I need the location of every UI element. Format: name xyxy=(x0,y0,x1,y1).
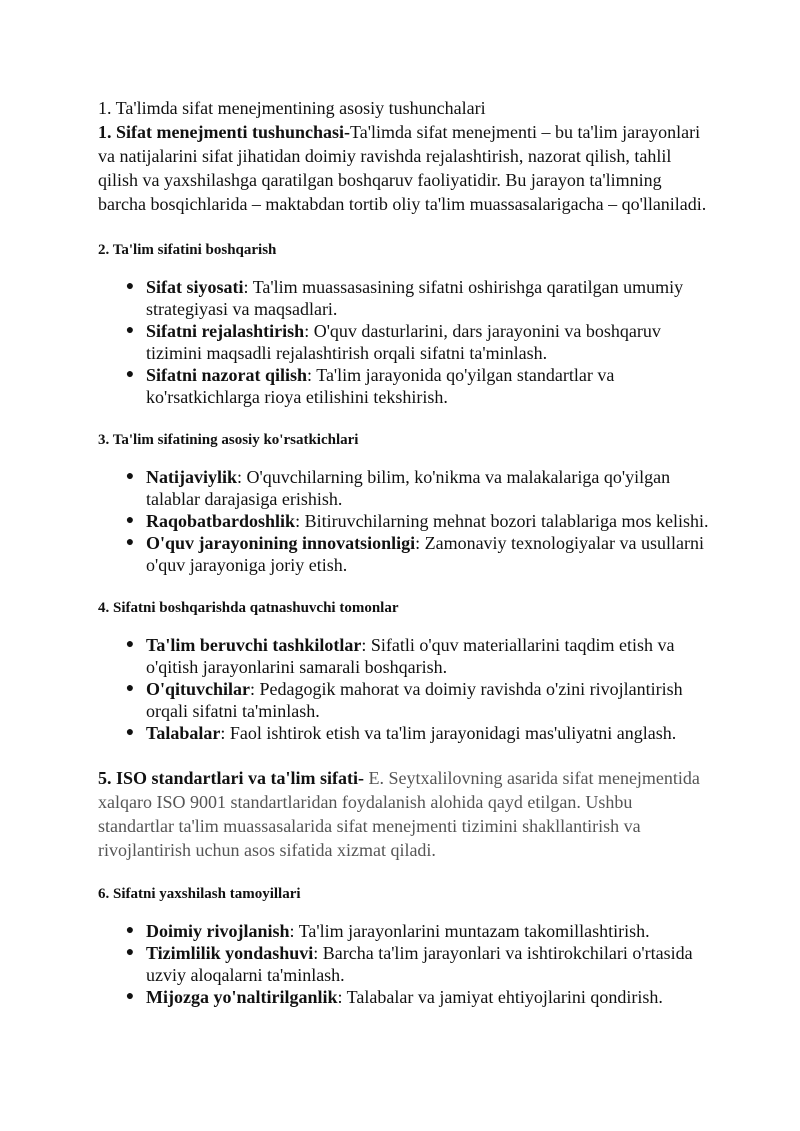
item-desc: : Barcha ta'lim jarayonlari va ishtirokchilari o'rtasida uzviy aloqalarni ta'minlash. xyxy=(146,943,693,985)
list-item xyxy=(98,634,710,678)
list-item xyxy=(98,364,710,408)
item-term: Sifatni rejalashtirish xyxy=(146,321,305,341)
document-page xyxy=(98,96,710,1008)
item-desc: : Faol ishtirok etish va ta'lim jarayonidagi mas'uliyatni anglash. xyxy=(220,723,677,743)
list-item xyxy=(98,276,710,320)
bullet-icon: ● xyxy=(125,279,135,294)
section-4-list xyxy=(98,634,710,744)
intro-lead: 1. Sifat menejmenti tushunchasi- xyxy=(98,122,351,142)
section-6-list xyxy=(98,920,710,1008)
item-term: Sifatni nazorat qilish xyxy=(146,365,308,385)
item-term: Talabalar xyxy=(146,723,221,743)
item-term: O'quv jarayonining innovatsionligi xyxy=(146,533,416,553)
item-desc: : Sifatli o'quv materiallarini taqdim etish va o'qitish jarayonlarini samarali boshqarish. xyxy=(146,635,675,677)
section-heading-4: 4. Sifatni boshqarishda qatnashuvchi tomonlar xyxy=(98,600,399,616)
list-item xyxy=(98,510,710,532)
list-item xyxy=(98,532,710,576)
item-desc: : Ta'lim jarayonlarini muntazam takomillashtirish. xyxy=(289,921,650,941)
list-item xyxy=(98,942,710,986)
item-term: Ta'lim beruvchi tashkilotlar xyxy=(146,635,362,655)
bullet-icon: ● xyxy=(125,513,135,528)
bullet-icon: ● xyxy=(125,681,135,696)
list-item xyxy=(98,986,710,1008)
bullet-icon: ● xyxy=(125,535,135,550)
item-term: Natijaviylik xyxy=(146,467,238,487)
iso-lead: 5. ISO standartlari va ta'lim sifati- xyxy=(98,768,364,788)
section-heading-3: 3. Ta'lim sifatining asosiy ko'rsatkichlari xyxy=(98,432,359,448)
list-item xyxy=(98,920,710,942)
item-term: Mijozga yo'naltirilganlik xyxy=(146,987,338,1007)
section-3-list xyxy=(98,466,710,576)
section-heading-2: 2. Ta'lim sifatini boshqarish xyxy=(98,242,277,258)
item-desc: : O'quvchilarning bilim, ko'nikma va malakalariga qo'yilgan talablar darajasiga erishish. xyxy=(146,467,671,509)
item-term: Doimiy rivojlanish xyxy=(146,921,290,941)
section-heading-6: 6. Sifatni yaxshilash tamoyillari xyxy=(98,886,301,902)
list-item xyxy=(98,678,710,722)
item-term: Tizimlilik yondashuvi xyxy=(146,943,314,963)
item-desc: : Zamonaviy texnologiyalar va usullarni o'quv jarayoniga joriy etish. xyxy=(146,533,705,575)
bullet-icon: ● xyxy=(125,367,135,382)
bullet-icon: ● xyxy=(125,323,135,338)
bullet-icon: ● xyxy=(125,637,135,652)
bullet-icon: ● xyxy=(125,725,135,740)
list-item xyxy=(98,722,710,744)
section-2-list xyxy=(98,276,710,408)
intro-paragraph xyxy=(98,120,710,216)
list-item xyxy=(98,466,710,510)
iso-paragraph xyxy=(98,766,710,862)
item-term: Sifat siyosati xyxy=(146,277,244,297)
item-term: Raqobatbardoshlik xyxy=(146,511,296,531)
list-item xyxy=(98,320,710,364)
document-title: 1. Ta'limda sifat menejmentining asosiy tushunchalari xyxy=(98,98,486,118)
item-term: O'qituvchilar xyxy=(146,679,251,699)
item-desc: : Ta'lim jarayonida qo'yilgan standartlar va ko'rsatkichlarga rioya etilishini tekshirish. xyxy=(146,365,615,407)
intro-text: Ta'limda sifat menejmenti – bu ta'lim jarayonlari va natijalarini sifat jihatidan doimiy ravishda rejalashtirish, nazorat qilish, tahlil qilish va yaxshilashga qaratilgan boshqaruv faoliyatidir. Bu jarayon ta'limning barcha bosqichlarida – maktabdan tortib oliy ta'lim muassasalarigacha – qo'llaniladi. xyxy=(98,122,707,214)
item-desc: : Ta'lim muassasasining sifatni oshirishga qaratilgan umumiy strategiyasi va maqsadlari. xyxy=(146,277,684,319)
bullet-icon: ● xyxy=(125,989,135,1004)
iso-text: E. Seytxalilovning asarida sifat menejmentida xalqaro ISO 9001 standartlaridan foydalanish alohida qayd etilgan. Ushbu standartlar ta'lim muassasalarida sifat menejmenti tizimini shakllantirish va rivojlantirish uchun asos sifatida xizmat qiladi. xyxy=(98,768,700,860)
item-desc: : Bitiruvchilarning mehnat bozori talablariga mos kelishi. xyxy=(295,511,709,531)
item-desc: : Talabalar va jamiyat ehtiyojlarini qondirish. xyxy=(337,987,663,1007)
bullet-icon: ● xyxy=(125,469,135,484)
item-desc: : O'quv dasturlarini, dars jarayonini va boshqaruv tizimini maqsadli rejalashtirish orqali sifatni ta'minlash. xyxy=(146,321,661,363)
bullet-icon: ● xyxy=(125,945,135,960)
item-desc: : Pedagogik mahorat va doimiy ravishda o'zini rivojlantirish orqali sifatni ta'minlash. xyxy=(146,679,683,721)
bullet-icon: ● xyxy=(125,923,135,938)
